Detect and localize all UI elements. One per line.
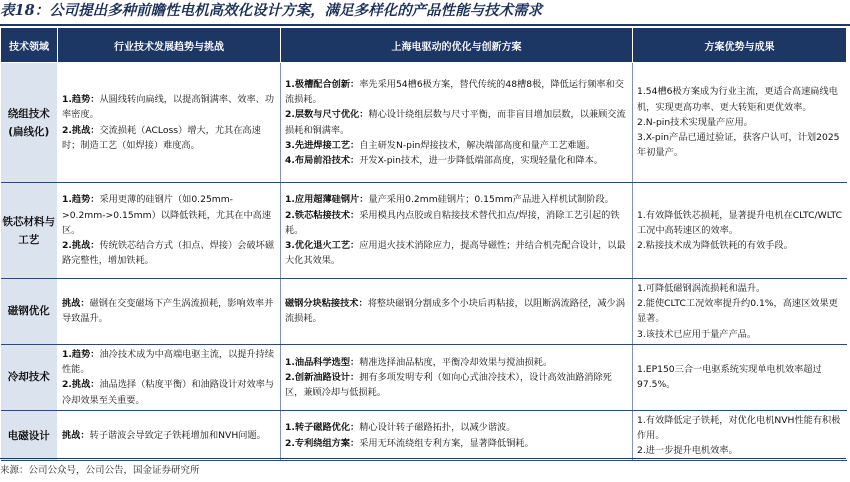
header-solution: 上海电驱动的优化与创新方案 — [281, 28, 633, 63]
trend-item — [62, 92, 276, 122]
solution-cell — [281, 344, 633, 410]
trend-item — [62, 377, 276, 407]
trend-item-text: 传统铁芯结合方式（扣点、焊接）会破坏磁路完整性，增加铁耗。 — [62, 240, 275, 267]
trend-item-label: 挑战： — [62, 298, 90, 310]
solution-item-label: 1.转子磁路优化： — [285, 422, 360, 434]
result-item — [637, 281, 843, 296]
solution-item-label: 磁钢分块粘接技术： — [285, 298, 368, 310]
result-item-text: 1.有效降低铁芯损耗，显著提升电机在CLTC/WLTC工况中高转速区的效率。 — [637, 209, 843, 236]
trend-item — [62, 123, 276, 153]
trend-item — [62, 347, 276, 377]
solution-item-text: 精准选择油品粘度，平衡冷却效果与搅油损耗。 — [359, 356, 553, 368]
solution-cell — [281, 63, 633, 183]
solution-item-text: 采用无环流绕组专利方案，显著降低铜耗。 — [359, 437, 534, 449]
result-cell — [633, 63, 847, 183]
trend-cell — [58, 410, 281, 461]
tech-area-cell: 冷却技术 — [1, 344, 58, 410]
result-item — [637, 208, 843, 238]
header-result: 方案优势与成果 — [633, 28, 847, 63]
result-cell — [633, 410, 847, 461]
result-item-text: 3.该技术已应用于量产产品。 — [637, 328, 757, 340]
solution-item-label: 3.优化退火工艺： — [285, 240, 360, 252]
trend-item-text: 交流损耗（ACLoss）增大，尤其在高速时；制造工艺（如焊接）难度高。 — [62, 124, 261, 151]
trend-cell — [58, 183, 281, 279]
trend-item-label: 挑战： — [62, 430, 90, 442]
solution-item-label: 1.极槽配合创新： — [285, 78, 360, 90]
result-item-text: 2.进一步提升电机效率。 — [637, 445, 738, 457]
table-row — [1, 279, 847, 345]
source-note: 来源：公司公众号，公司公告，国金证券研究所 — [0, 465, 200, 476]
result-item — [637, 327, 843, 342]
solution-item — [285, 355, 628, 370]
trend-item-text: 磁钢在交变磁场下产生涡流损耗，影响效率并导致温升。 — [62, 298, 274, 325]
solution-item-text: 率先采用54槽6极方案，替代传统的48槽8极，降低运行频率和交流损耗。 — [285, 78, 624, 106]
tech-area-cell: 磁钢优化 — [1, 279, 58, 345]
result-item-text: 1.54槽6极方案成为行业主流，更适合高速扁线电机，实现更高功率、更大转矩和更优效率。 — [637, 86, 838, 113]
solution-item-label: 2.层数与尺寸优化： — [285, 109, 369, 121]
solution-item-label: 1.应用超薄硅钢片： — [285, 194, 369, 206]
title-divider — [0, 24, 850, 26]
solution-item-text: 应用退火技术消除应力，提高导磁性；并结合机壳配合设计，以最大化其效果。 — [285, 240, 626, 267]
solution-cell — [281, 279, 633, 345]
solution-item-label: 2.创新油路设计： — [285, 371, 360, 383]
result-cell — [633, 279, 847, 345]
trend-cell — [58, 344, 281, 410]
solution-item — [285, 192, 628, 207]
solution-item-label: 3.先进焊接工艺： — [285, 139, 360, 151]
trend-cell — [58, 279, 281, 345]
solution-item-text: 量产采用0.2mm硅钢片；0.15mm产品进入样机试制阶段。 — [368, 194, 614, 206]
result-item — [637, 413, 843, 443]
trend-cell — [58, 63, 281, 183]
solution-item-text: 将整块磁钢分割成多个小块后再粘接，以阻断涡流路径，减少涡流损耗。 — [285, 298, 625, 325]
solution-cell — [281, 183, 633, 279]
trend-item — [62, 192, 276, 238]
trend-item-text: 采用更薄的硅钢片（如0.25mm->0.2mm->0.15mm）以降低铁耗，尤其在中高速区。 — [62, 194, 272, 236]
comparison-table — [0, 27, 847, 461]
trend-item — [62, 428, 276, 443]
result-item — [637, 238, 843, 253]
solution-item — [285, 296, 628, 326]
result-item — [637, 362, 843, 392]
result-item-text: 1.可降低磁钢涡流损耗和温升。 — [637, 283, 766, 294]
result-item — [637, 443, 843, 458]
result-item-text: 2.N-pin技术实现量产应用。 — [637, 116, 753, 128]
table-row — [1, 344, 847, 410]
tech-area-cell: 绕组技术(扁线化) — [1, 63, 58, 183]
solution-item-label: 2.铁芯粘接技术： — [285, 209, 360, 221]
table-row — [1, 410, 847, 461]
result-cell — [633, 344, 847, 410]
result-item — [637, 296, 843, 326]
solution-item-label: 1.油品科学选型： — [285, 356, 360, 368]
trend-item-text: 转子谐波会导致定子铁耗增加和NVH问题。 — [89, 430, 266, 442]
solution-item-label: 2.专利绕组方案： — [285, 437, 360, 449]
result-item-text: 2.粘接技术成为降低铁耗的有效手段。 — [637, 240, 793, 252]
solution-cell — [281, 410, 633, 461]
result-item — [637, 130, 843, 160]
result-item — [637, 115, 843, 130]
solution-item — [285, 436, 628, 451]
result-item-text: 1.EP150三合一电驱系统实现单电机效率超过97.5%。 — [637, 364, 822, 391]
table-row — [1, 183, 847, 279]
trend-item-label: 2.挑战： — [62, 240, 100, 252]
solution-item — [285, 77, 628, 107]
solution-item-text: 采用模具内点胶或自粘接技术替代扣点/焊接，消除工艺引起的铁耗。 — [285, 209, 620, 236]
table-row — [1, 63, 847, 183]
solution-item-text: 精心设计绕组层数与尺寸平衡，而非盲目增加层数，以兼顾交流损耗和铜满率。 — [285, 109, 626, 136]
solution-item — [285, 208, 628, 238]
trend-item — [62, 238, 276, 268]
result-item-text: 2.能使CLTC工况效率提升约0.1%，高速区效果更显著。 — [637, 298, 838, 325]
tech-area-cell: 铁芯材料与工艺 — [1, 183, 58, 279]
tech-area-cell: 电磁设计 — [1, 410, 58, 461]
solution-item — [285, 420, 628, 435]
trend-item-label: 1.趋势： — [62, 94, 100, 106]
trend-item-label: 1.趋势： — [62, 194, 100, 206]
solution-item-text: 自主研发N-pin焊接技术，解决端部高度和量产工艺难题。 — [359, 139, 595, 151]
solution-item-text: 开发X-pin技术，进一步降低端部高度，实现轻量化和降本。 — [359, 154, 604, 166]
result-item-text: 1.有效降低定子铁耗，对优化电机NVH性能有积极作用。 — [637, 414, 841, 442]
solution-item — [285, 107, 628, 137]
solution-item-label: 4.布局前沿技术： — [285, 154, 360, 166]
solution-item — [285, 238, 628, 268]
table-title: 表18：公司提出多种前瞻性电机高效化设计方案，满足多样化的产品性能与技术需求 — [0, 2, 543, 19]
trend-item-label: 2.挑战： — [62, 379, 100, 391]
header-row — [1, 28, 847, 63]
solution-item — [285, 153, 628, 168]
trend-item-text: 从圆线转向扁线，以提高铜满率、效率、功率密度。 — [62, 94, 275, 121]
trend-item-label: 2.挑战： — [62, 124, 100, 136]
result-cell — [633, 183, 847, 279]
result-item — [637, 84, 843, 114]
trend-item-text: 油冷技术成为中高端电驱主流，以提升持续性能。 — [62, 348, 275, 376]
trend-item — [62, 296, 276, 326]
result-item-text: 3.X-pin产品已通过验证，获客户认可，计划2025年初量产。 — [637, 132, 840, 159]
trend-item-text: 油品选择（粘度平衡）和油路设计对效率与冷却效果至关重要。 — [62, 379, 275, 406]
solution-item — [285, 138, 628, 153]
solution-item-text: 精心设计转子磁路拓扑，以减少谐波。 — [359, 422, 516, 434]
header-trend: 行业技术发展趋势与挑战 — [58, 28, 281, 63]
solution-item — [285, 370, 628, 400]
bottom-divider — [0, 458, 846, 459]
header-area: 技术领域 — [1, 28, 58, 63]
trend-item-label: 1.趋势： — [62, 348, 100, 360]
solution-item-text: 拥有多项发明专利（如向心式油冷技术），设计高效油路消除死区，兼顾冷却与低损耗。 — [285, 371, 612, 398]
